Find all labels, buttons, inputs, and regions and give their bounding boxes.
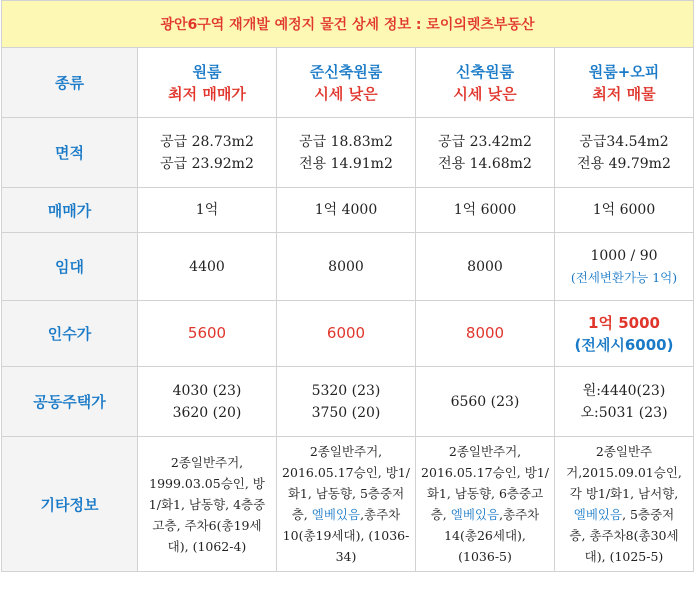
etc-cell-4	[555, 437, 694, 572]
rent-cell: 8000	[416, 233, 555, 301]
etc-text: , 5층중저	[622, 507, 675, 522]
takeover-value: 1억 5000	[588, 313, 660, 332]
rent-note: (전세변환가능 1억)	[570, 269, 678, 285]
etc-line: 2종일반주	[595, 444, 653, 459]
etc-line: 2종일반주거,	[309, 444, 383, 459]
area-cell-1	[138, 118, 277, 188]
price-cell: 1억	[138, 188, 277, 233]
area-value: 공급 28.73m2	[160, 133, 254, 150]
type-cell-3	[416, 48, 555, 118]
etc-line: 2016.05.17승인, 방1/	[282, 465, 410, 480]
etc-cell-2	[277, 437, 416, 572]
type-note: 최저 매매가	[168, 84, 246, 103]
type-name: 원룸	[192, 62, 222, 81]
row-label-etc: 기타정보	[2, 437, 138, 572]
official-cell-1	[138, 367, 277, 437]
price-cell: 1억 6000	[416, 188, 555, 233]
takeover-value: 8000	[465, 324, 505, 342]
takeover-value: 5600	[187, 324, 227, 342]
rent-value: 1000 / 90	[590, 247, 658, 264]
row-label-official-price: 공동주택가	[2, 367, 138, 437]
etc-line: 대), (1025-5)	[584, 549, 664, 564]
official-value: 오:5031 (23)	[580, 404, 668, 421]
type-row	[2, 48, 694, 118]
etc-text: 층,	[291, 507, 312, 522]
official-cell-2	[277, 367, 416, 437]
type-name: 원룸+오피	[588, 62, 660, 81]
takeover-value: 6000	[326, 324, 366, 342]
takeover-cell	[138, 301, 277, 367]
row-label-takeover: 인수가	[2, 301, 138, 367]
type-cell-1	[138, 48, 277, 118]
etc-line: 각 방1/화1, 남서향,	[569, 486, 679, 501]
etc-line: 고층, 주차6(총19세	[152, 517, 262, 533]
price-cell: 1억 6000	[555, 188, 694, 233]
area-cell-2	[277, 118, 416, 188]
etc-line: 10(총19세대), (1036-	[282, 528, 410, 543]
area-cell-3	[416, 118, 555, 188]
official-value: 4030 (23)	[172, 382, 242, 399]
row-label-rent: 임대	[2, 233, 138, 301]
area-value: 전용 49.79m2	[577, 155, 671, 172]
etc-line: 2종일반주거,	[170, 454, 244, 470]
rent-cell-4	[555, 233, 694, 301]
etc-line: 화1, 남동향, 5층중저	[287, 486, 405, 501]
elevator-note: 엘베있음	[573, 507, 623, 522]
property-table	[1, 0, 694, 572]
elevator-note: 엘베있음	[450, 507, 500, 522]
type-note: 최저 매물	[592, 84, 656, 103]
etc-line	[559, 504, 689, 525]
title-row	[2, 1, 694, 48]
area-cell-4	[555, 118, 694, 188]
price-row	[2, 188, 694, 233]
type-cell-4	[555, 48, 694, 118]
official-value: 원:4440(23)	[582, 382, 666, 399]
etc-row	[2, 437, 694, 572]
etc-line: 1999.03.05승인, 방	[149, 475, 265, 491]
type-note: 시세 낮은	[453, 84, 517, 103]
area-row	[2, 118, 694, 188]
area-value: 공급34.54m2	[579, 133, 669, 150]
etc-line: 대), (1062-4)	[167, 538, 247, 554]
etc-line: (1036-5)	[458, 549, 512, 564]
takeover-cell-4	[555, 301, 694, 367]
row-label-price: 매매가	[2, 188, 138, 233]
etc-text: ,총주차	[499, 507, 540, 522]
etc-line: 14(총26세대),	[444, 528, 526, 543]
etc-line: 2종일반주거,	[448, 444, 522, 459]
row-label-area: 면적	[2, 118, 138, 188]
etc-line: 화1, 남동향, 6층중고	[426, 486, 544, 501]
area-value: 공급 23.42m2	[438, 133, 532, 150]
row-label-type: 종류	[2, 48, 138, 118]
official-cell-4	[555, 367, 694, 437]
page-title: 광안6구역 재개발 예정지 물건 상세 정보 : 로이의렛츠부동산	[2, 1, 694, 48]
type-cell-2	[277, 48, 416, 118]
etc-line	[420, 504, 550, 525]
etc-cell-1	[138, 437, 277, 572]
area-value: 전용 14.91m2	[299, 155, 393, 172]
type-name: 신축원룸	[456, 62, 514, 81]
etc-line: 거,2015.09.01승인,	[566, 465, 682, 480]
price-cell: 1억 4000	[277, 188, 416, 233]
official-cell-3	[416, 367, 555, 437]
official-price-row	[2, 367, 694, 437]
elevator-note: 엘베있음	[311, 507, 361, 522]
area-value: 공급 18.83m2	[299, 133, 393, 150]
type-note: 시세 낮은	[314, 84, 378, 103]
etc-line: 2016.05.17승인, 방1/	[421, 465, 549, 480]
rent-cell: 8000	[277, 233, 416, 301]
etc-line: 34)	[335, 549, 357, 564]
rent-row	[2, 233, 694, 301]
rent-cell: 4400	[138, 233, 277, 301]
type-name: 준신축원룸	[309, 62, 383, 81]
official-value: 6560 (23)	[450, 393, 520, 410]
etc-text: ,총주차	[360, 507, 401, 522]
etc-text: 층,	[430, 507, 451, 522]
takeover-row	[2, 301, 694, 367]
etc-line	[281, 504, 411, 525]
etc-line: 층, 총주차8(총30세	[569, 528, 679, 543]
official-value: 3750 (20)	[311, 404, 381, 421]
area-value: 전용 14.68m2	[438, 155, 532, 172]
official-value: 3620 (20)	[172, 404, 242, 421]
takeover-cell	[277, 301, 416, 367]
official-value: 5320 (23)	[311, 382, 381, 399]
takeover-cell	[416, 301, 555, 367]
etc-cell-3	[416, 437, 555, 572]
etc-line: 1/화1, 남동향, 4층중	[148, 496, 266, 512]
takeover-note: (전세시6000)	[574, 335, 674, 354]
area-value: 공급 23.92m2	[160, 155, 254, 172]
